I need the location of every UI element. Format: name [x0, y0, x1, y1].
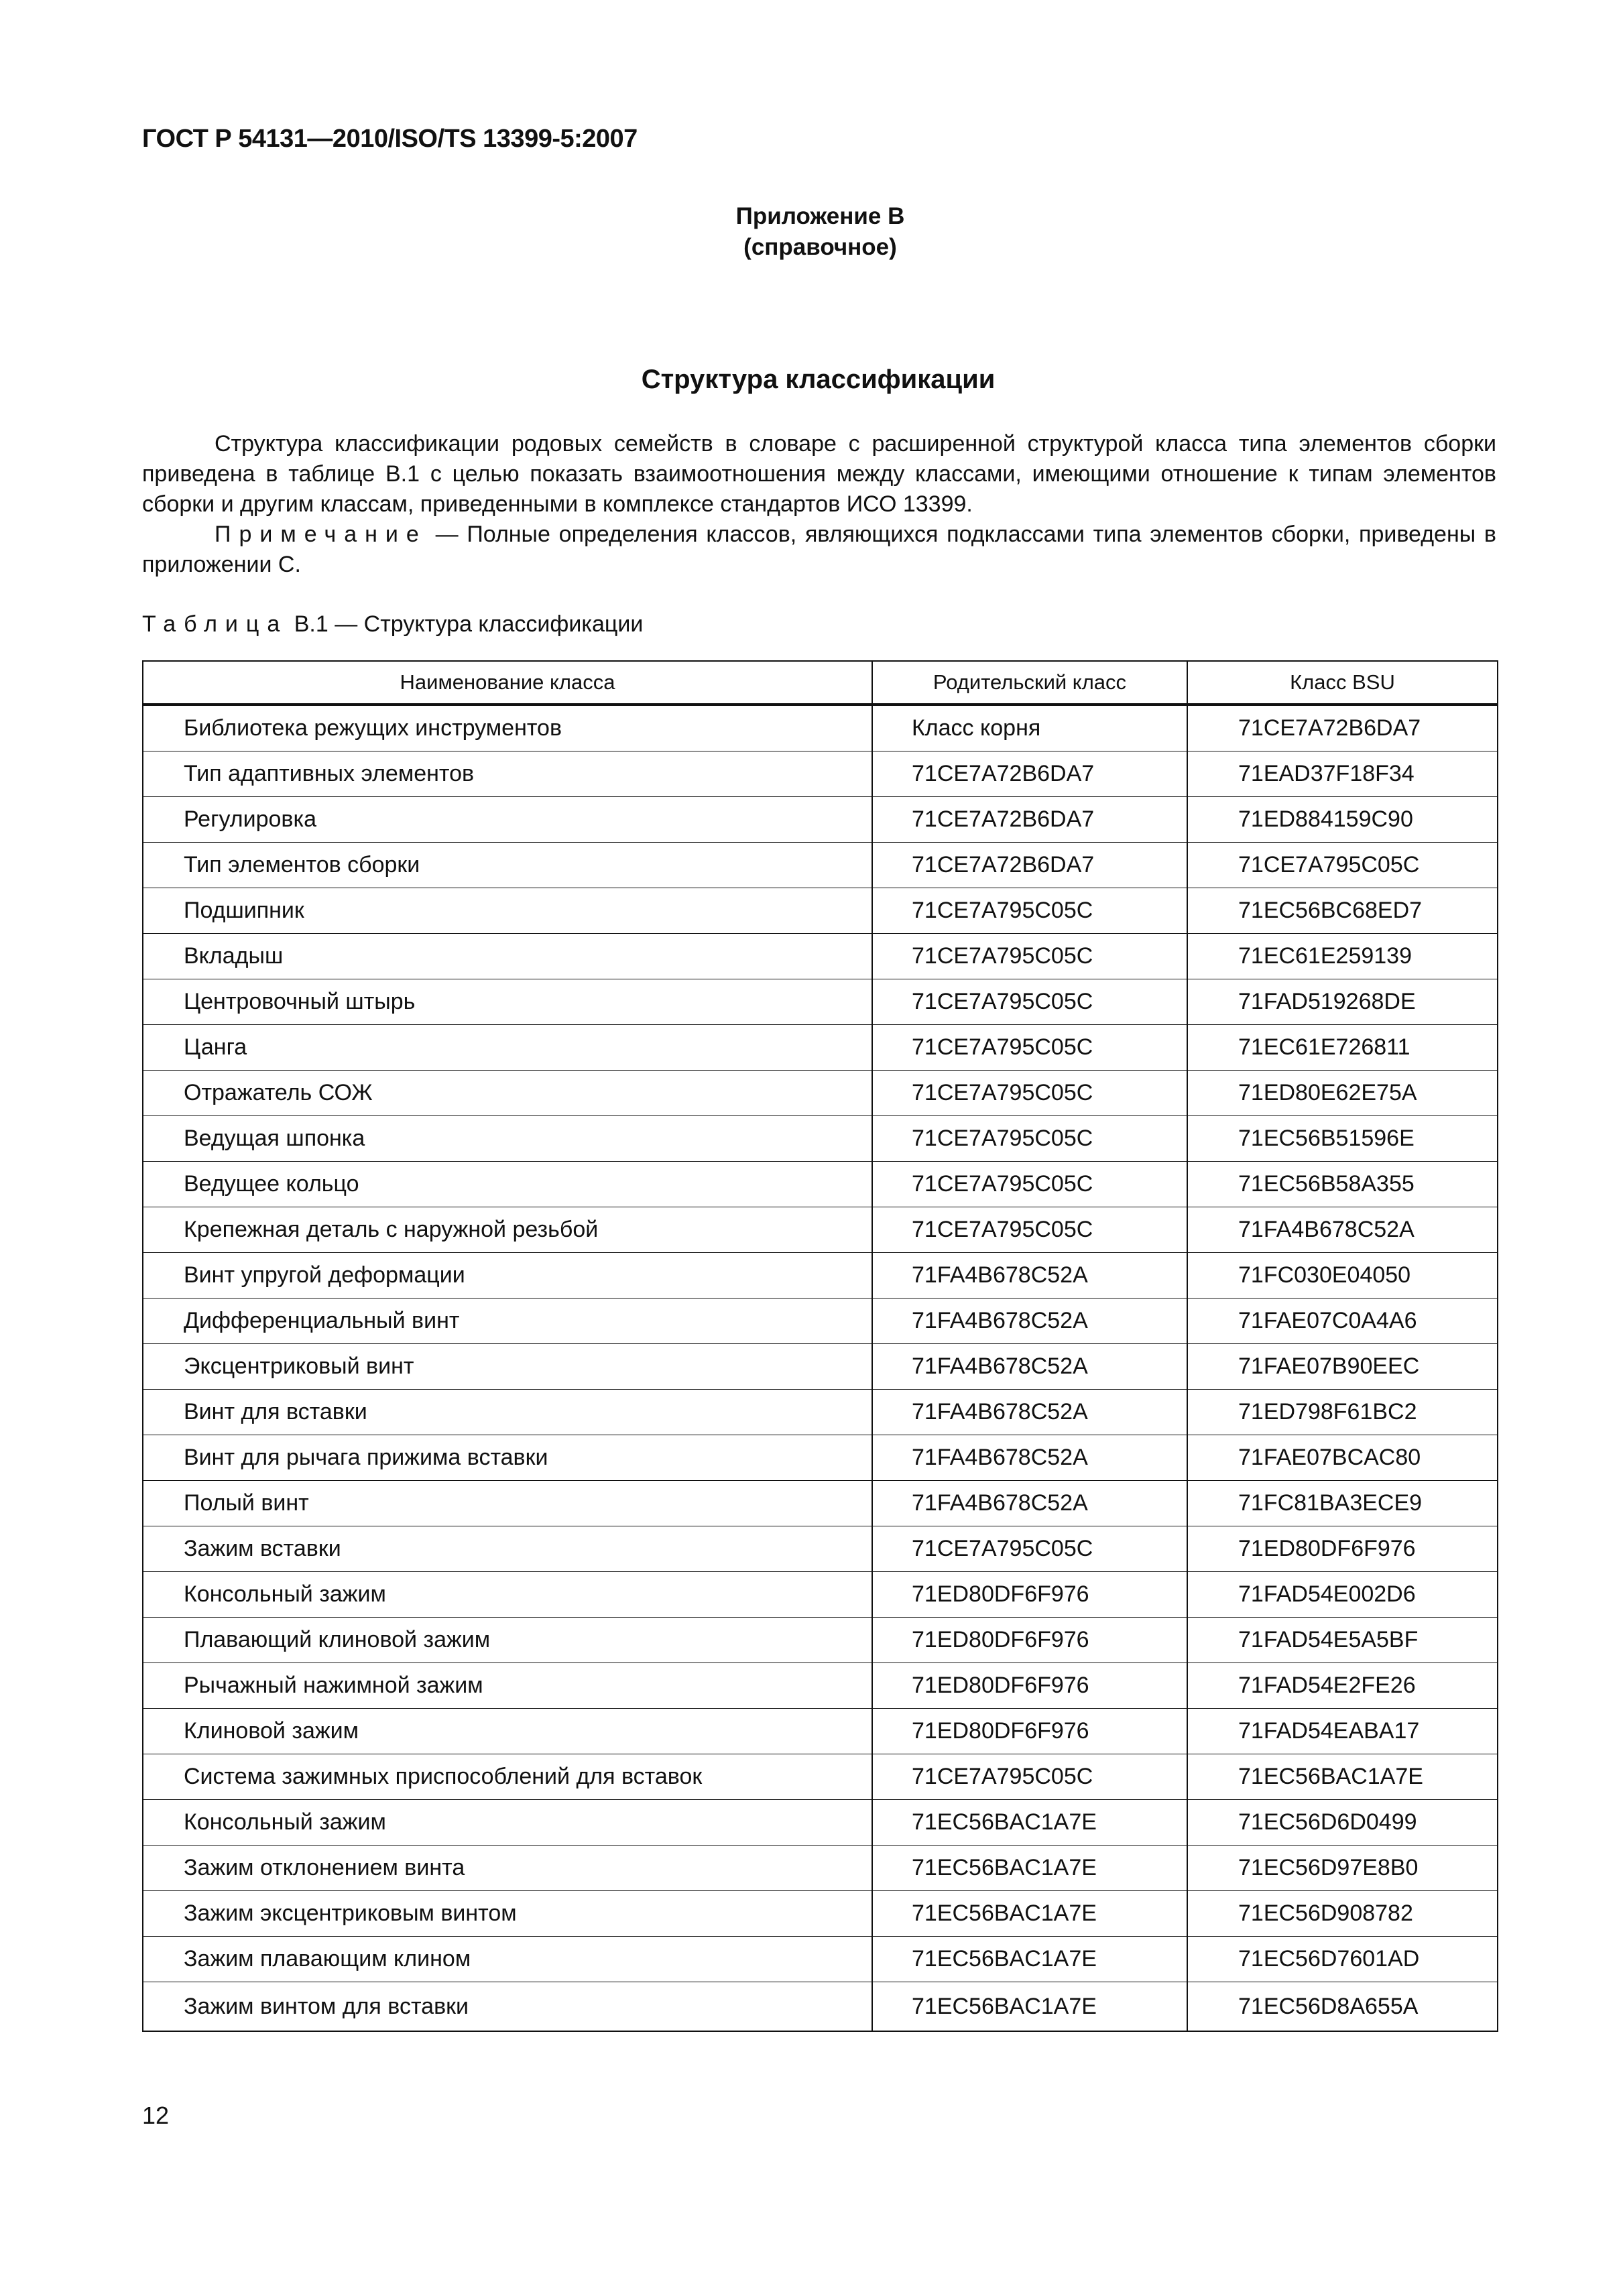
- class-name-cell: Зажим эксцентриковым винтом: [143, 1891, 872, 1937]
- class-name-cell: Консольный зажим: [143, 1572, 872, 1618]
- note-paragraph: [142, 520, 1496, 580]
- parent-class-cell: 71EC56BAC1A7E: [872, 1846, 1187, 1891]
- bsu-class-cell: 71FAE07C0A4A6: [1187, 1298, 1498, 1344]
- bsu-class-cell: 71ED80E62E75A: [1187, 1071, 1498, 1116]
- class-name-cell: Рычажный нажимной зажим: [143, 1663, 872, 1709]
- class-name-cell: Отражатель СОЖ: [143, 1071, 872, 1116]
- bsu-class-cell: 71FAD54E002D6: [1187, 1572, 1498, 1618]
- table-caption: [142, 611, 643, 638]
- class-name-cell: Тип элементов сборки: [143, 843, 872, 888]
- bsu-class-cell: 71EC56BAC1A7E: [1187, 1754, 1498, 1800]
- class-name-cell: Зажим плавающим клином: [143, 1937, 872, 1982]
- note-text: — Полные определения классов, являющихся подклассами типа элементов сборки, приведены в приложении С.: [142, 522, 1496, 577]
- table-row: [143, 797, 1498, 843]
- header-bsu-class: Класс BSU: [1187, 661, 1498, 705]
- note-label: Примечание: [215, 522, 427, 547]
- parent-class-cell: 71ED80DF6F976: [872, 1618, 1187, 1663]
- parent-class-cell: 71CE7A795C05C: [872, 1116, 1187, 1162]
- class-name-cell: Винт для вставки: [143, 1390, 872, 1435]
- parent-class-cell: 71CE7A795C05C: [872, 888, 1187, 934]
- parent-class-cell: 71CE7A795C05C: [872, 1754, 1187, 1800]
- page-number: 12: [142, 2102, 170, 2129]
- parent-class-cell: 71FA4B678C52A: [872, 1298, 1187, 1344]
- bsu-class-cell: 71FAD54E2FE26: [1187, 1663, 1498, 1709]
- table-row: [143, 1572, 1498, 1618]
- table-row: [143, 1618, 1498, 1663]
- classification-table: [142, 660, 1498, 2032]
- class-name-cell: Полый винт: [143, 1481, 872, 1526]
- table-row: [143, 1162, 1498, 1207]
- table-row: [143, 843, 1498, 888]
- table-row: [143, 1344, 1498, 1390]
- table-row: [143, 705, 1498, 751]
- document-code-header: ГОСТ Р 54131—2010/ISO/TS 13399-5:2007: [142, 125, 638, 153]
- table-row: [143, 1754, 1498, 1800]
- table-row: [143, 888, 1498, 934]
- table-row: [143, 1071, 1498, 1116]
- class-name-cell: Центровочный штырь: [143, 979, 872, 1025]
- bsu-class-cell: 71EC61E259139: [1187, 934, 1498, 979]
- bsu-class-cell: 71FAE07BCAC80: [1187, 1435, 1498, 1481]
- parent-class-cell: 71CE7A795C05C: [872, 934, 1187, 979]
- class-name-cell: Вкладыш: [143, 934, 872, 979]
- bsu-class-cell: 71EC56D8A655A: [1187, 1982, 1498, 2032]
- class-name-cell: Клиновой зажим: [143, 1709, 872, 1754]
- table-row: [143, 1207, 1498, 1253]
- class-name-cell: Ведущее кольцо: [143, 1162, 872, 1207]
- table-row: [143, 1298, 1498, 1344]
- section-title: [0, 365, 1623, 395]
- parent-class-cell: 71FA4B678C52A: [872, 1253, 1187, 1298]
- bsu-class-cell: 71CE7A795C05C: [1187, 843, 1498, 888]
- parent-class-cell: 71CE7A795C05C: [872, 979, 1187, 1025]
- bsu-class-cell: 71CE7A72B6DA7: [1187, 705, 1498, 751]
- table-row: [143, 1390, 1498, 1435]
- parent-class-cell: 71EC56BAC1A7E: [872, 1800, 1187, 1846]
- table-row: [143, 1526, 1498, 1572]
- parent-class-cell: 71CE7A72B6DA7: [872, 843, 1187, 888]
- table-row: [143, 1663, 1498, 1709]
- class-name-cell: Регулировка: [143, 797, 872, 843]
- parent-class-cell: 71CE7A795C05C: [872, 1526, 1187, 1572]
- class-name-cell: Библиотека режущих инструментов: [143, 705, 872, 751]
- bsu-class-cell: 71FC030E04050: [1187, 1253, 1498, 1298]
- appendix-subtitle: (справочное): [743, 234, 897, 260]
- class-name-cell: Зажим вставки: [143, 1526, 872, 1572]
- table-row: [143, 1253, 1498, 1298]
- table-row: [143, 1982, 1498, 2032]
- appendix-title: Приложение В: [735, 203, 905, 229]
- bsu-class-cell: 71EC56B51596E: [1187, 1116, 1498, 1162]
- class-name-cell: Ведущая шпонка: [143, 1116, 872, 1162]
- bsu-class-cell: 71EC56B58A355: [1187, 1162, 1498, 1207]
- bsu-class-cell: 71ED884159C90: [1187, 797, 1498, 843]
- class-name-cell: Консольный зажим: [143, 1800, 872, 1846]
- table-row: [143, 1709, 1498, 1754]
- bsu-class-cell: 71EC61E726811: [1187, 1025, 1498, 1071]
- parent-class-cell: 71FA4B678C52A: [872, 1435, 1187, 1481]
- bsu-class-cell: 71EAD37F18F34: [1187, 751, 1498, 797]
- table-row: [143, 1891, 1498, 1937]
- class-name-cell: Крепежная деталь с наружной резьбой: [143, 1207, 872, 1253]
- bsu-class-cell: 71ED798F61BC2: [1187, 1390, 1498, 1435]
- parent-class-cell: 71EC56BAC1A7E: [872, 1982, 1187, 2032]
- section-title-text: Структура классификации: [641, 365, 996, 394]
- bsu-class-cell: 71FA4B678C52A: [1187, 1207, 1498, 1253]
- intro-text: [142, 429, 1496, 580]
- table-row: [143, 1481, 1498, 1526]
- parent-class-cell: 71EC56BAC1A7E: [872, 1891, 1187, 1937]
- table-row: [143, 1846, 1498, 1891]
- intro-paragraph: Структура классификации родовых семейств в словаре с расширенной структурой класса типа элементов сборки приведена в таблице В.1 с целью показать взаимоотношения между классами, имеющими отношение к типам элементов сборки и другим классам, приведенными в комплексе стандартов ИСО 13399.: [142, 431, 1496, 517]
- appendix-heading: [0, 201, 1623, 263]
- bsu-class-cell: 71FAD519268DE: [1187, 979, 1498, 1025]
- parent-class-cell: 71ED80DF6F976: [872, 1709, 1187, 1754]
- parent-class-cell: 71CE7A795C05C: [872, 1071, 1187, 1116]
- table-caption-text: В.1 — Структура классификации: [288, 611, 644, 637]
- header-class-name: Наименование класса: [143, 661, 872, 705]
- parent-class-cell: 71CE7A795C05C: [872, 1207, 1187, 1253]
- parent-class-cell: 71CE7A795C05C: [872, 1025, 1187, 1071]
- table-row: [143, 1116, 1498, 1162]
- parent-class-cell: 71FA4B678C52A: [872, 1390, 1187, 1435]
- bsu-class-cell: 71EC56D6D0499: [1187, 1800, 1498, 1846]
- class-name-cell: Винт для рычага прижима вставки: [143, 1435, 872, 1481]
- parent-class-cell: 71ED80DF6F976: [872, 1663, 1187, 1709]
- class-name-cell: Плавающий клиновой зажим: [143, 1618, 872, 1663]
- bsu-class-cell: 71EC56D7601AD: [1187, 1937, 1498, 1982]
- class-name-cell: Тип адаптивных элементов: [143, 751, 872, 797]
- bsu-class-cell: 71EC56D97E8B0: [1187, 1846, 1498, 1891]
- class-name-cell: Цанга: [143, 1025, 872, 1071]
- table-header-row: [143, 661, 1498, 705]
- table-row: [143, 934, 1498, 979]
- parent-class-cell: 71CE7A72B6DA7: [872, 751, 1187, 797]
- bsu-class-cell: 71FAE07B90EEC: [1187, 1344, 1498, 1390]
- table-caption-word: Таблица: [142, 611, 288, 637]
- bsu-class-cell: 71EC56D908782: [1187, 1891, 1498, 1937]
- parent-class-cell: Класс корня: [872, 705, 1187, 751]
- parent-class-cell: 71CE7A795C05C: [872, 1162, 1187, 1207]
- table-row: [143, 1937, 1498, 1982]
- table-row: [143, 1800, 1498, 1846]
- bsu-class-cell: 71ED80DF6F976: [1187, 1526, 1498, 1572]
- class-name-cell: Зажим винтом для вставки: [143, 1982, 872, 2032]
- table-body: [143, 705, 1498, 2031]
- class-name-cell: Винт упругой деформации: [143, 1253, 872, 1298]
- parent-class-cell: 71FA4B678C52A: [872, 1344, 1187, 1390]
- class-name-cell: Подшипник: [143, 888, 872, 934]
- table-row: [143, 1025, 1498, 1071]
- table-row: [143, 1435, 1498, 1481]
- class-name-cell: Дифференциальный винт: [143, 1298, 872, 1344]
- table-row: [143, 751, 1498, 797]
- class-name-cell: Зажим отклонением винта: [143, 1846, 872, 1891]
- parent-class-cell: 71ED80DF6F976: [872, 1572, 1187, 1618]
- bsu-class-cell: 71FAD54EABA17: [1187, 1709, 1498, 1754]
- header-parent-class: Родительский класс: [872, 661, 1187, 705]
- parent-class-cell: 71CE7A72B6DA7: [872, 797, 1187, 843]
- parent-class-cell: 71FA4B678C52A: [872, 1481, 1187, 1526]
- bsu-class-cell: 71FC81BA3ECE9: [1187, 1481, 1498, 1526]
- table-row: [143, 979, 1498, 1025]
- parent-class-cell: 71EC56BAC1A7E: [872, 1937, 1187, 1982]
- bsu-class-cell: 71EC56BC68ED7: [1187, 888, 1498, 934]
- bsu-class-cell: 71FAD54E5A5BF: [1187, 1618, 1498, 1663]
- class-name-cell: Эксцентриковый винт: [143, 1344, 872, 1390]
- class-name-cell: Система зажимных приспособлений для вставок: [143, 1754, 872, 1800]
